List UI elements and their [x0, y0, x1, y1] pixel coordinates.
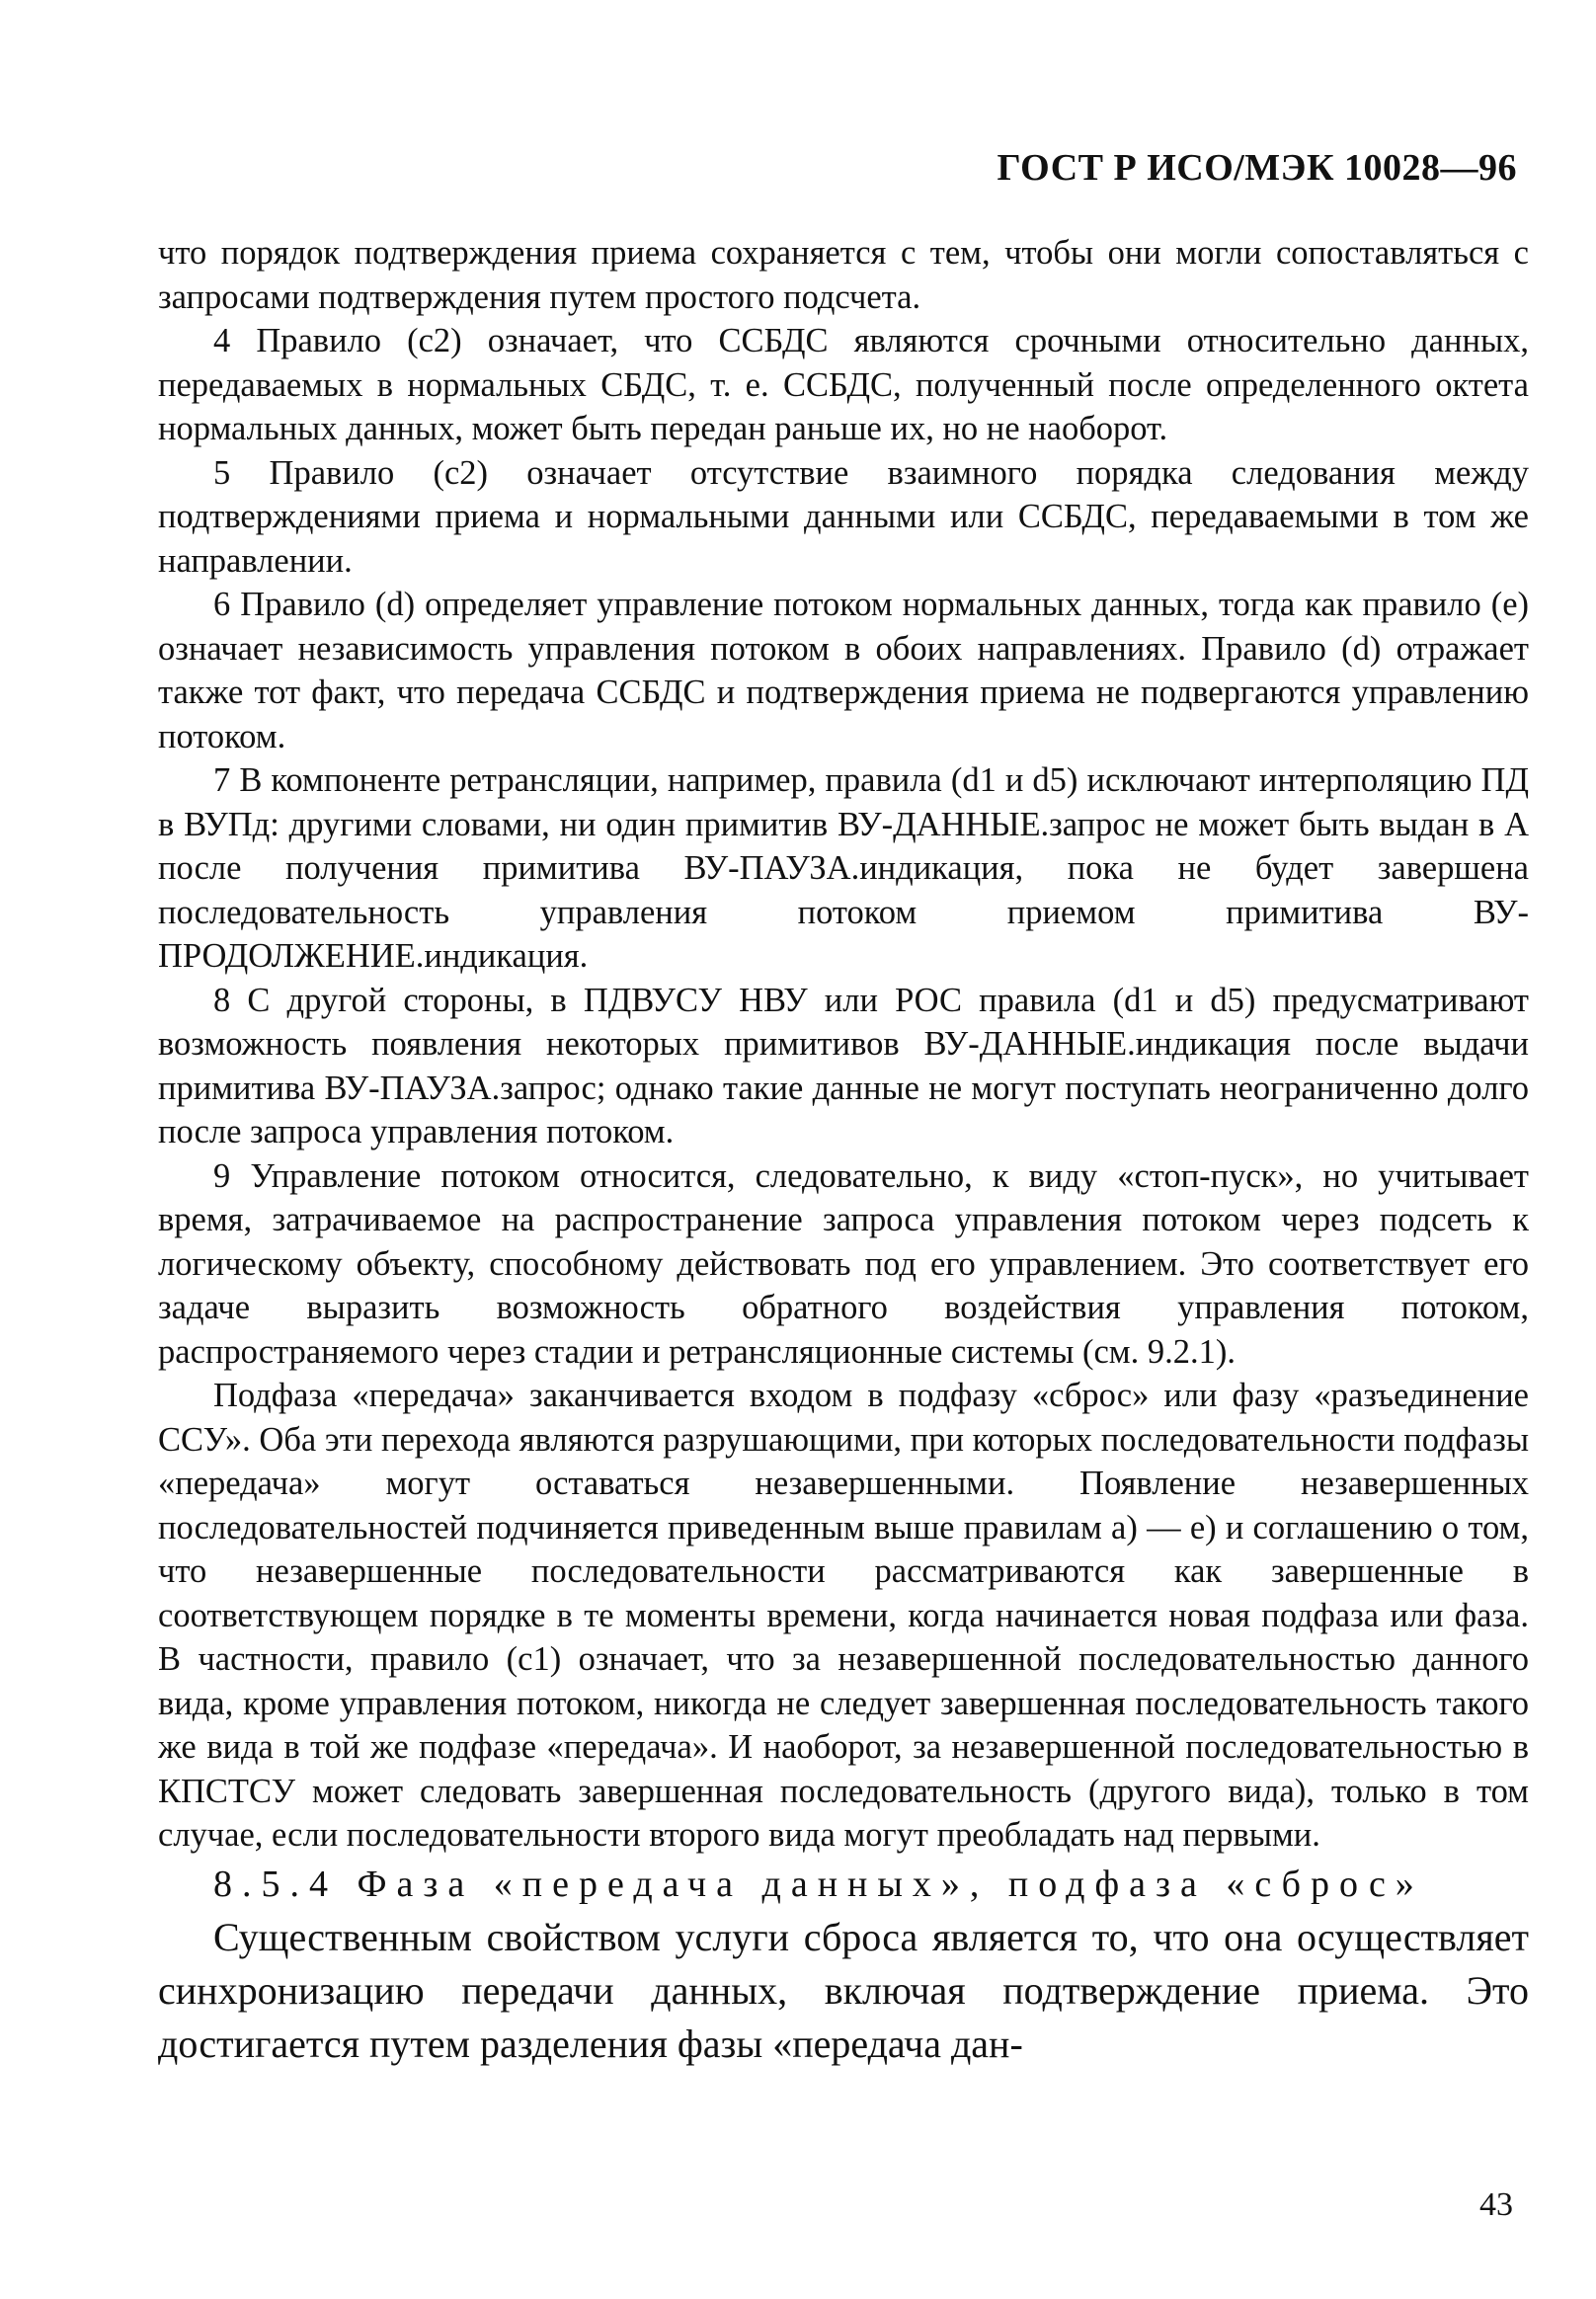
reset-service-paragraph: Существенным свойством услуги сброса является то, что она осуществляет синхронизацию передачи данных, включая подтверждение приема. Это достигается путем разделения фазы «передача дан- — [158, 1914, 1529, 2066]
note-paragraph-9: 9 Управление потоком относится, следовательно, к виду «стоп-пуск», но учитывает время, затрачиваемое на распространение запроса управления потоком через подсеть к логическому объекту, способному действовать под его управлением. Это соответствует его задаче выразить возможность обратного воздействия управления потоком, распространяемого через стадии и ретрансляционные системы (см. 9.2.1). — [158, 1156, 1529, 1371]
note-paragraph-5: 5 Правило (с2) означает отсутствие взаимного порядка следования между подтверждениями приема и нормальными данными или ССБДС, передаваемыми в том же направлении. — [158, 453, 1529, 580]
paragraph-continuation: что порядок подтверждения приема сохраняется с тем, чтобы они могли сопоставляться с запросами подтверждения путем простого подсчета. — [158, 234, 1529, 316]
note-paragraph-7: 7 В компоненте ретрансляции, например, правила (d1 и d5) исключают интерполяцию ПД в ВУПд: другими словами, ни один примитив ВУ-ДАННЫЕ.запрос не может быть выдан в А после получения примитива ВУ-ПАУЗА.индикация, пока не будет завершена последовательность управления потоком приемом примитива ВУ-ПРОДОЛЖЕНИЕ.индикация. — [158, 761, 1529, 975]
note-paragraph-6: 6 Правило (d) определяет управление потоком нормальных данных, тогда как правило (е) означает независимость управления потоком в обоих направлениях. Правило (d) отражает также тот факт, что передача ССБДС и подтверждения приема не подвергаются управлению потоком. — [158, 586, 1529, 755]
transfer-subphase-paragraph: Подфаза «передача» заканчивается входом в подфазу «сброс» или фазу «разъединение ССУ». Оба эти перехода являются разрушающими, при которых последовательности подфазы «передача» могут оставаться незавершенными. Появление незавершенных последовательностей подчиняется приведенным выше правилам а) — е) и соглашению о том, что незавершенные последовательности рассматриваются как завершенные в соответствующем порядке в те моменты времени, когда начинается новая подфаза или фаза. В частности, правило (с1) означает, что за незавершенной последовательностью данного вида, кроме управления потоком, никогда не следует завершенная последовательность такого же вида в той же подфазе «передача». И наоборот, за незавершенной последовательностью в КПСТСУ может следовать завершенная последовательность (другого вида), только в том случае, если последовательности второго вида могут преобладать над первыми. — [158, 1377, 1529, 1854]
page-number: 43 — [1479, 2186, 1513, 2223]
standard-header: ГОСТ Р ИСО/МЭК 10028—96 — [997, 147, 1517, 189]
note-paragraph-8: 8 С другой стороны, в ПДВУСУ НВУ или РОС правила (d1 и d5) предусматривают возможность появления некоторых примитивов ВУ-ДАННЫЕ.индикация после выдачи примитива ВУ-ПАУЗА.запрос; однако такие данные не могут поступать неограниченно долго после запроса управления потоком. — [158, 981, 1529, 1150]
note-paragraph-4: 4 Правило (с2) означает, что ССБДС являются срочными относительно данных, передаваемых в нормальных СБДС, т. е. ССБДС, полученный после определенного октета нормальных данных, может быть передан раньше их, но не наоборот. — [158, 322, 1529, 447]
section-heading: 8.5.4 Фаза «передача данных», подфаза «сброс» — [213, 1863, 1424, 1905]
body-text — [158, 231, 1529, 2071]
